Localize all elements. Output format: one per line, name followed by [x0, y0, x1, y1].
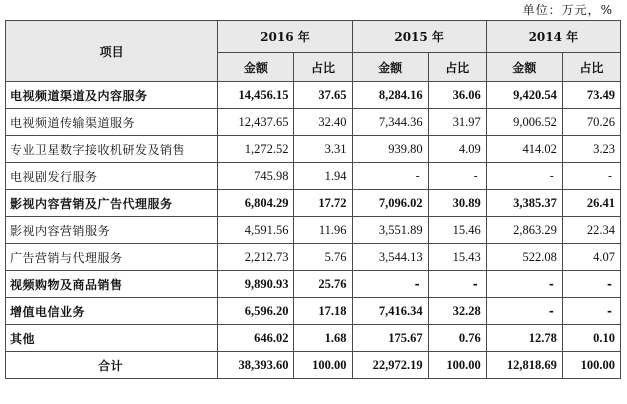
amount-header: 金额 — [218, 53, 294, 82]
percent-cell: - — [562, 298, 620, 325]
row-item-name: 合计 — [6, 352, 218, 379]
table-row — [6, 190, 621, 217]
percent-cell: - — [562, 163, 620, 190]
percent-cell: 17.72 — [294, 190, 352, 217]
percent-cell: 1.94 — [294, 163, 352, 190]
year-header-2014: 2014 年 — [486, 21, 620, 53]
percent-cell: 32.40 — [294, 109, 352, 136]
percent-cell: 100.00 — [428, 352, 486, 379]
amount-cell: 7,096.02 — [352, 190, 428, 217]
amount-cell: 7,344.36 — [352, 109, 428, 136]
amount-header: 金额 — [352, 53, 428, 82]
table-row — [6, 163, 621, 190]
percent-cell: 4.09 — [428, 136, 486, 163]
amount-cell: 6,804.29 — [218, 190, 294, 217]
percent-header: 占比 — [562, 53, 620, 82]
row-item-name: 增值电信业务 — [6, 298, 218, 325]
amount-cell: 38,393.60 — [218, 352, 294, 379]
amount-cell: 2,863.29 — [486, 217, 562, 244]
percent-header: 占比 — [294, 53, 352, 82]
table-row — [6, 217, 621, 244]
percent-cell: 3.31 — [294, 136, 352, 163]
amount-cell: 8,284.16 — [352, 82, 428, 109]
row-item-name: 影视内容营销及广告代理服务 — [6, 190, 218, 217]
table-row — [6, 271, 621, 298]
table-header — [6, 21, 621, 82]
header-row-years — [6, 21, 621, 53]
amount-cell: 939.80 — [352, 136, 428, 163]
amount-cell: 3,551.89 — [352, 217, 428, 244]
percent-header: 占比 — [428, 53, 486, 82]
amount-cell: 646.02 — [218, 325, 294, 352]
amount-cell: - — [352, 271, 428, 298]
amount-cell: 2,212.73 — [218, 244, 294, 271]
item-column-header: 项目 — [6, 21, 218, 82]
percent-cell: 0.76 — [428, 325, 486, 352]
percent-cell: 36.06 — [428, 82, 486, 109]
table-body — [6, 82, 621, 379]
amount-cell: - — [486, 271, 562, 298]
percent-cell: - — [428, 163, 486, 190]
table-row — [6, 244, 621, 271]
amount-cell: 14,456.15 — [218, 82, 294, 109]
percent-cell: 15.46 — [428, 217, 486, 244]
amount-cell: 12,437.65 — [218, 109, 294, 136]
percent-cell: 31.97 — [428, 109, 486, 136]
unit-label: 单位：万元，% — [522, 3, 613, 17]
percent-cell: 0.10 — [562, 325, 620, 352]
amount-cell: 4,591.56 — [218, 217, 294, 244]
row-item-name: 其他 — [6, 325, 218, 352]
percent-cell: 70.26 — [562, 109, 620, 136]
amount-cell: 522.08 — [486, 244, 562, 271]
percent-cell: 26.41 — [562, 190, 620, 217]
percent-cell: 100.00 — [294, 352, 352, 379]
amount-cell: 3,544.13 — [352, 244, 428, 271]
amount-header: 金额 — [486, 53, 562, 82]
table-row — [6, 136, 621, 163]
amount-cell: 9,890.93 — [218, 271, 294, 298]
year-header-2015: 2015 年 — [352, 21, 486, 53]
percent-cell: 100.00 — [562, 352, 620, 379]
row-item-name: 专业卫星数字接收机研发及销售 — [6, 136, 218, 163]
percent-cell: 11.96 — [294, 217, 352, 244]
row-item-name: 电视频道传输渠道服务 — [6, 109, 218, 136]
percent-cell: 5.76 — [294, 244, 352, 271]
amount-cell: 12.78 — [486, 325, 562, 352]
amount-cell: 9,006.52 — [486, 109, 562, 136]
percent-cell: 17.18 — [294, 298, 352, 325]
revenue-table-container — [5, 20, 621, 379]
table-row — [6, 325, 621, 352]
row-item-name: 电视频道渠道及内容服务 — [6, 82, 218, 109]
table-row — [6, 298, 621, 325]
percent-cell: 22.34 — [562, 217, 620, 244]
row-item-name: 视频购物及商品销售 — [6, 271, 218, 298]
percent-cell: 25.76 — [294, 271, 352, 298]
amount-cell: - — [486, 163, 562, 190]
amount-cell: 3,385.37 — [486, 190, 562, 217]
amount-cell: 745.98 — [218, 163, 294, 190]
amount-cell: - — [486, 298, 562, 325]
amount-cell: 175.67 — [352, 325, 428, 352]
percent-cell: 1.68 — [294, 325, 352, 352]
table-row — [6, 109, 621, 136]
percent-cell: - — [562, 271, 620, 298]
percent-cell: 30.89 — [428, 190, 486, 217]
percent-cell: 15.43 — [428, 244, 486, 271]
row-item-name: 广告营销与代理服务 — [6, 244, 218, 271]
row-item-name: 电视剧发行服务 — [6, 163, 218, 190]
revenue-table — [5, 20, 621, 379]
amount-cell: 7,416.34 — [352, 298, 428, 325]
amount-cell: 6,596.20 — [218, 298, 294, 325]
table-row — [6, 82, 621, 109]
year-header-2016: 2016 年 — [218, 21, 352, 53]
percent-cell: 4.07 — [562, 244, 620, 271]
amount-cell: 1,272.52 — [218, 136, 294, 163]
amount-cell: - — [352, 163, 428, 190]
percent-cell: 3.23 — [562, 136, 620, 163]
percent-cell: 37.65 — [294, 82, 352, 109]
percent-cell: - — [428, 271, 486, 298]
amount-cell: 22,972.19 — [352, 352, 428, 379]
amount-cell: 9,420.54 — [486, 82, 562, 109]
amount-cell: 12,818.69 — [486, 352, 562, 379]
percent-cell: 73.49 — [562, 82, 620, 109]
amount-cell: 414.02 — [486, 136, 562, 163]
row-item-name: 影视内容营销服务 — [6, 217, 218, 244]
percent-cell: 32.28 — [428, 298, 486, 325]
total-row — [6, 352, 621, 379]
